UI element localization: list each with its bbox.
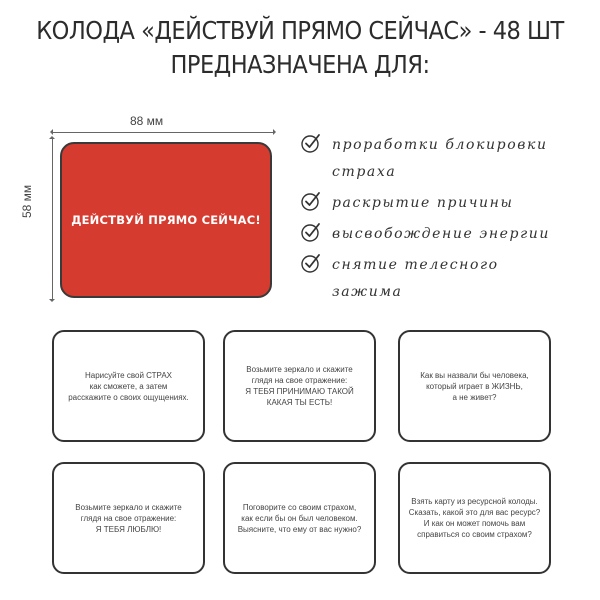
height-dimension-arrow [52,138,53,300]
check-circle-icon [300,132,322,154]
purpose-item [300,221,590,248]
check-circle-icon [300,221,322,243]
purpose-item [300,252,590,306]
card-text: Как вы назвали бы человека, который играет в ЖИЗНЬ, а не живет? [420,370,529,402]
example-card-1 [52,330,205,442]
sample-card-label: ДЕЙСТВУЙ ПРЯМО СЕЙЧАС! [71,213,261,227]
purpose-text: высвобождение энергии [332,226,551,242]
check-circle-icon [300,190,322,212]
check-circle-icon [300,252,322,274]
width-dimension-label: 88 мм [130,114,164,128]
purpose-text: раскрытие причины [332,195,514,211]
purpose-item [300,190,590,217]
purpose-item [300,132,590,186]
sample-card-front [60,142,272,298]
example-card-5 [223,462,376,574]
width-dimension-arrow [52,132,274,133]
card-text: Поговорите со своим страхом, как если бы он был человеком. Выясните, что ему от вас нужно? [237,502,362,534]
card-text: Возьмите зеркало и скажите глядя на свое отражение: Я ТЕБЯ ПРИНИМАЮ ТАКОЙ КАКАЯ ТЫ ЕСТЬ! [245,365,354,407]
title-line-1: КОЛОДА «ДЕЙСТВУЙ ПРЯМО СЕЙЧАС» - 48 ШТ [36,16,564,45]
page-title [0,14,600,82]
example-card-2 [223,330,376,442]
purposes-list [300,132,590,310]
card-text: Возьмите зеркало и скажите глядя на свое отражение: Я ТЕБЯ ЛЮБЛЮ! [75,502,182,534]
example-card-3 [398,330,551,442]
title-line-2: ПРЕДНАЗНАЧЕНА ДЛЯ: [170,50,430,79]
height-dimension-label: 58 мм [20,184,34,218]
card-text: Нарисуйте свой СТРАХ как сможете, а затем расскажите о своих ощущениях. [68,370,189,402]
purpose-text: проработки блокировки страха [332,137,548,180]
card-text: Взять карту из ресурсной колоды. Сказать, какой это для вас ресурс? И как он может помочь вам справиться со своим страхом? [408,497,541,539]
example-card-6 [398,462,551,574]
example-card-4 [52,462,205,574]
purpose-text: снятие телесного зажима [332,257,499,300]
